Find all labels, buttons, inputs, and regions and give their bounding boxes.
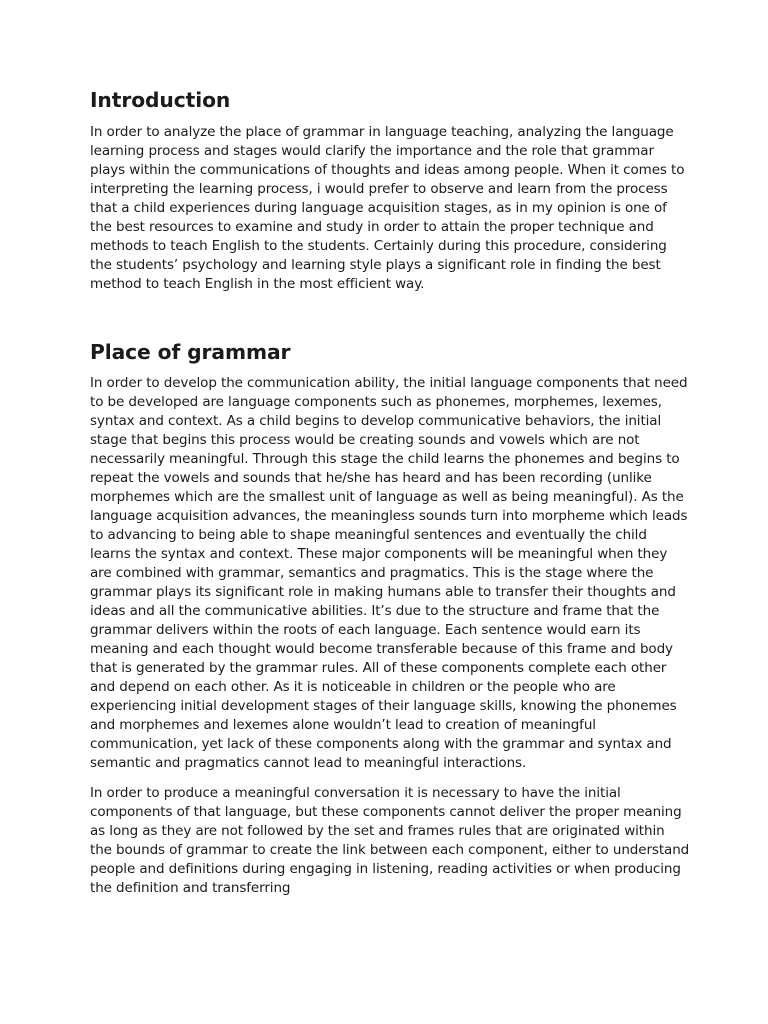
- paragraph-place-of-grammar-2: In order to produce a meaningful conversation it is necessary to have the initial components of that language, but these components cannot deliver the proper meaning as long as they are not followed by the set and frames rules that are originated within the bounds of grammar to create the link between each component, either to understand people and definitions during engaging in listening, reading activities or when producing the definition and transferring: [90, 785, 690, 896]
- section-heading-introduction: Introduction: [90, 88, 231, 112]
- document-page: [90, 90, 690, 898]
- section-heading-place-of-grammar: Place of grammar: [90, 340, 291, 364]
- paragraph-place-of-grammar-1: In order to develop the communication ability, the initial language components that need to be developed are language components such as phonemes, morphemes, lexemes, syntax and context. As a child begins to develop communicative behaviors, the initial stage that begins this process would be creating sounds and vowels which are not necessarily meaningful. Through this stage the child learns the phonemes and begins to repeat the vowels and sounds that he/she has heard and has been recording (unlike morphemes which are the smallest unit of language as well as being meaningful). As the language acquisition advances, the meaningless sounds turn into morpheme which leads to advancing to being able to shape meaningful sentences and eventually the child learns the syntax and context. These major components will be meaningful when they are combined with grammar, semantics and pragmatics. This is the stage where the grammar plays its significant role in making humans able to transfer their thoughts and ideas and all the communicative abilities. It’s due to the structure and frame that the grammar delivers within the roots of each language. Each sentence would earn its meaning and each thought would become transferable because of this frame and body that is generated by the grammar rules. All of these components complete each other and depend on each other. As it is noticeable in children or the people who are experiencing initial development stages of their language skills, knowing the phonemes and morphemes and lexemes alone wouldn’t lead to creation of meaningful communication, yet lack of these components along with the grammar and syntax and semantic and pragmatics cannot lead to meaningful interactions.: [90, 375, 688, 771]
- paragraph-introduction: In order to analyze the place of grammar in language teaching, analyzing the language learning process and stages would clarify the importance and the role that grammar plays within the communications of thoughts and ideas among people. When it comes to interpreting the learning process, i would prefer to observe and learn from the process that a child experiences during language acquisition stages, as in my opinion is one of the best resources to examine and study in order to attain the proper technique and methods to teach English to the students. Certainly during this procedure, considering the students’ psychology and learning style plays a significant role in finding the best method to teach English in the most efficient way.: [90, 124, 685, 292]
